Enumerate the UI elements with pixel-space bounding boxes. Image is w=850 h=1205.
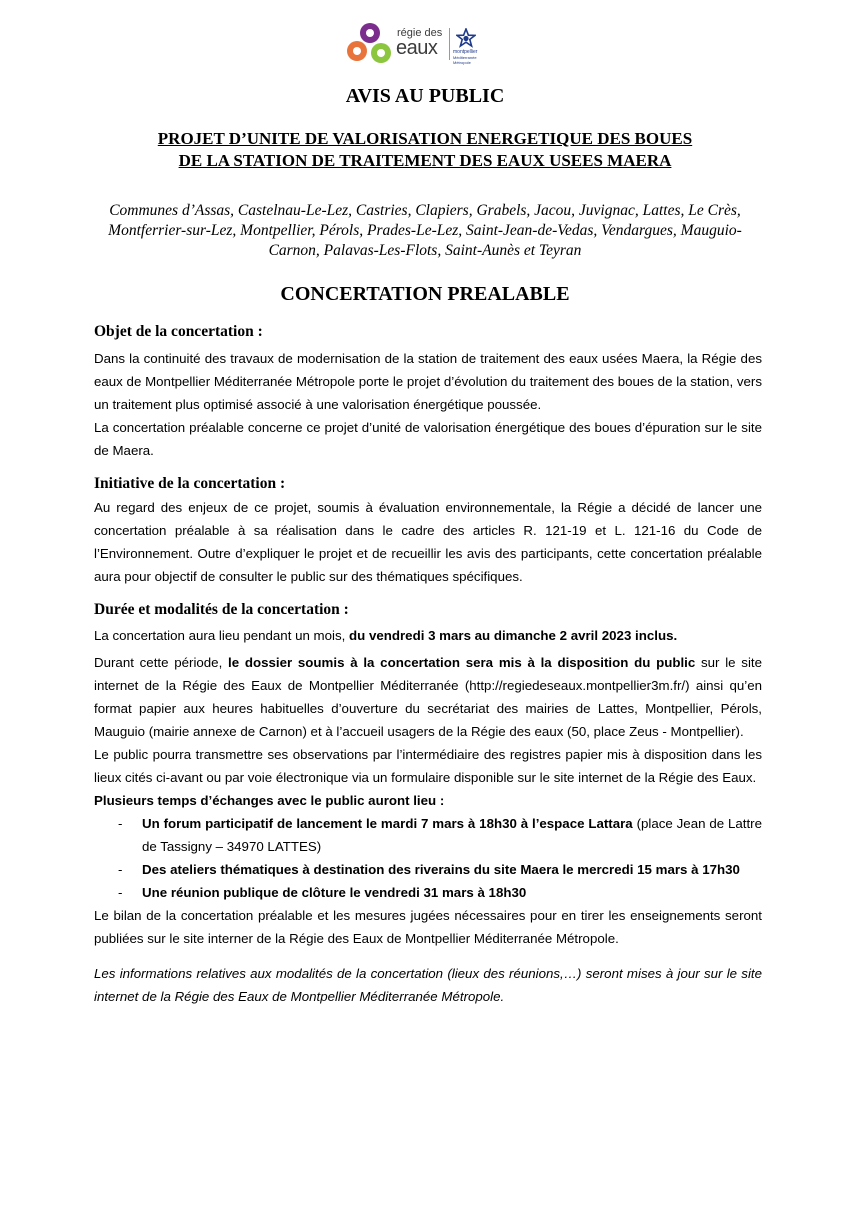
initiative-body [94, 496, 762, 588]
list-item [118, 858, 762, 881]
list-item-rest: (place Jean de Lattre de Tassigny – 34970 LATTES) [142, 816, 763, 854]
metropole-logo [453, 28, 479, 65]
duree-body [94, 624, 762, 1008]
metropole-line2: Méditerranée Métropole [453, 55, 477, 65]
communes-list: Communes d’Assas, Castelnau-Le-Lez, Castries, Clapiers, Grabels, Jacou, Juvignac, Lattes, Le Crès, Montferrier-sur-Lez, Montpellier, Pérols, Prades-Le-Lez, Saint-Jean-de-Vedas, Vendargues, Mauguio-Carnon, Palavas-Les-Flots, Saint-Aunès et Teyran [108, 202, 742, 259]
exchanges-title [94, 789, 762, 812]
objet-heading: Objet de la concertation : [94, 323, 263, 340]
logo-separator [449, 28, 450, 60]
initiative-paragraph: Au regard des enjeux de ce projet, soumis à évaluation environnementale, la Régie a décidé de lancer une concertation préalable à sa réalisation dans le cadre des articles R. 121-19 et L. 121-16 du Code de l’Environnement. Outre d’expliquer le projet et de recueillir les avis des participants, cette concertation préalable aura pour objectif de consulter le public sur des thématiques spécifiques. [94, 500, 762, 584]
duree-dates: du vendredi 3 mars au dimanche 2 avril 2023 inclus. [349, 628, 678, 643]
regie-des-eaux-logo [346, 20, 478, 66]
exchanges-list [118, 812, 762, 904]
list-marker: - [118, 885, 123, 900]
duree-p1-text: La concertation aura lieu pendant un mois, [94, 628, 350, 643]
objet-body [94, 347, 762, 462]
list-item-bold: Un forum participatif de lancement le mardi 7 mars à 18h30 à l’espace Lattara [142, 816, 633, 831]
project-title [0, 128, 850, 172]
objet-paragraph-1: Dans la continuité des travaux de modernisation de la station de traitement des eaux usées Maera, la Régie des eaux de Montpellier Méditerranée Métropole porte le projet d’évolution du traitement des boues de la station, vers un traitement plus optimisé associé à une valorisation énergétique poussée. [94, 351, 762, 412]
list-item-bold: Une réunion publique de clôture le vendredi 31 mars à 18h30 [142, 885, 527, 900]
list-item [118, 881, 762, 904]
objet-paragraph-2: La concertation préalable concerne ce projet d’unité de valorisation énergétique des boues d’épuration sur le site de Maera. [94, 420, 762, 458]
duree-p2-bold: le dossier soumis à la concertation sera mis à la disposition du public [228, 655, 696, 670]
duree-paragraph-4: Le bilan de la concertation préalable et les mesures jugées nécessaires pour en tirer les enseignements seront publiées sur le site interner de la Régie des Eaux de Montpellier Méditerranée Métropole. [94, 908, 762, 946]
metropole-star-icon [456, 28, 476, 48]
exchanges-title-text: Plusieurs temps d’échanges avec le public auront lieu : [94, 793, 445, 808]
duree-p2-start: Durant cette période, [94, 655, 229, 670]
list-marker: - [118, 816, 123, 831]
duree-paragraph-3: Le public pourra transmettre ses observations par l’intermédiaire des registres papier mis à disposition dans les lieux cités ci-avant ou par voie électronique via un formulaire disponible sur le site internet de la Régie des Eaux. [94, 747, 762, 785]
duree-heading: Durée et modalités de la concertation : [94, 601, 349, 618]
initiative-heading: Initiative de la concertation : [94, 475, 286, 492]
project-title-line1: PROJET D’UNITE DE VALORISATION ENERGETIQUE DES BOUES [157, 129, 693, 148]
duree-paragraph-1 [94, 624, 762, 647]
info-note: Les informations relatives aux modalités de la concertation (lieux des réunions,…) seront mises à jour sur le site internet de la Régie des Eaux de Montpellier Méditerranée Métropole. [94, 966, 762, 1004]
list-marker: - [118, 862, 123, 877]
water-drops-icon [346, 20, 396, 66]
logo-line1: régie des [397, 27, 443, 39]
list-item [118, 812, 762, 858]
duree-paragraph-2 [94, 651, 762, 743]
section-title: CONCERTATION PREALABLE [280, 283, 570, 305]
metropole-line1: montpellier [453, 49, 478, 55]
page-title: AVIS AU PUBLIC [345, 85, 505, 107]
duree-p2-end: sur le site internet de la Régie des Eaux de Montpellier Méditerranée (http://regiedeseaux.montpellier3m.fr/) ainsi qu’en format papier aux heures habituelles d’ouverture du secrétariat des mairies de Lattes, Montpellier, Pérols, Mauguio (mairie annexe de Carnon) et à l’accueil usagers de la Régie des eaux (50, place Zeus - Montpellier). [94, 655, 762, 739]
project-title-line2: DE LA STATION DE TRAITEMENT DES EAUX USEES MAERA [178, 151, 672, 170]
list-item-bold: Des ateliers thématiques à destination des riverains du site Maera le mercredi 15 mars à 17h30 [142, 862, 740, 877]
logo-line2: eaux [396, 37, 438, 59]
